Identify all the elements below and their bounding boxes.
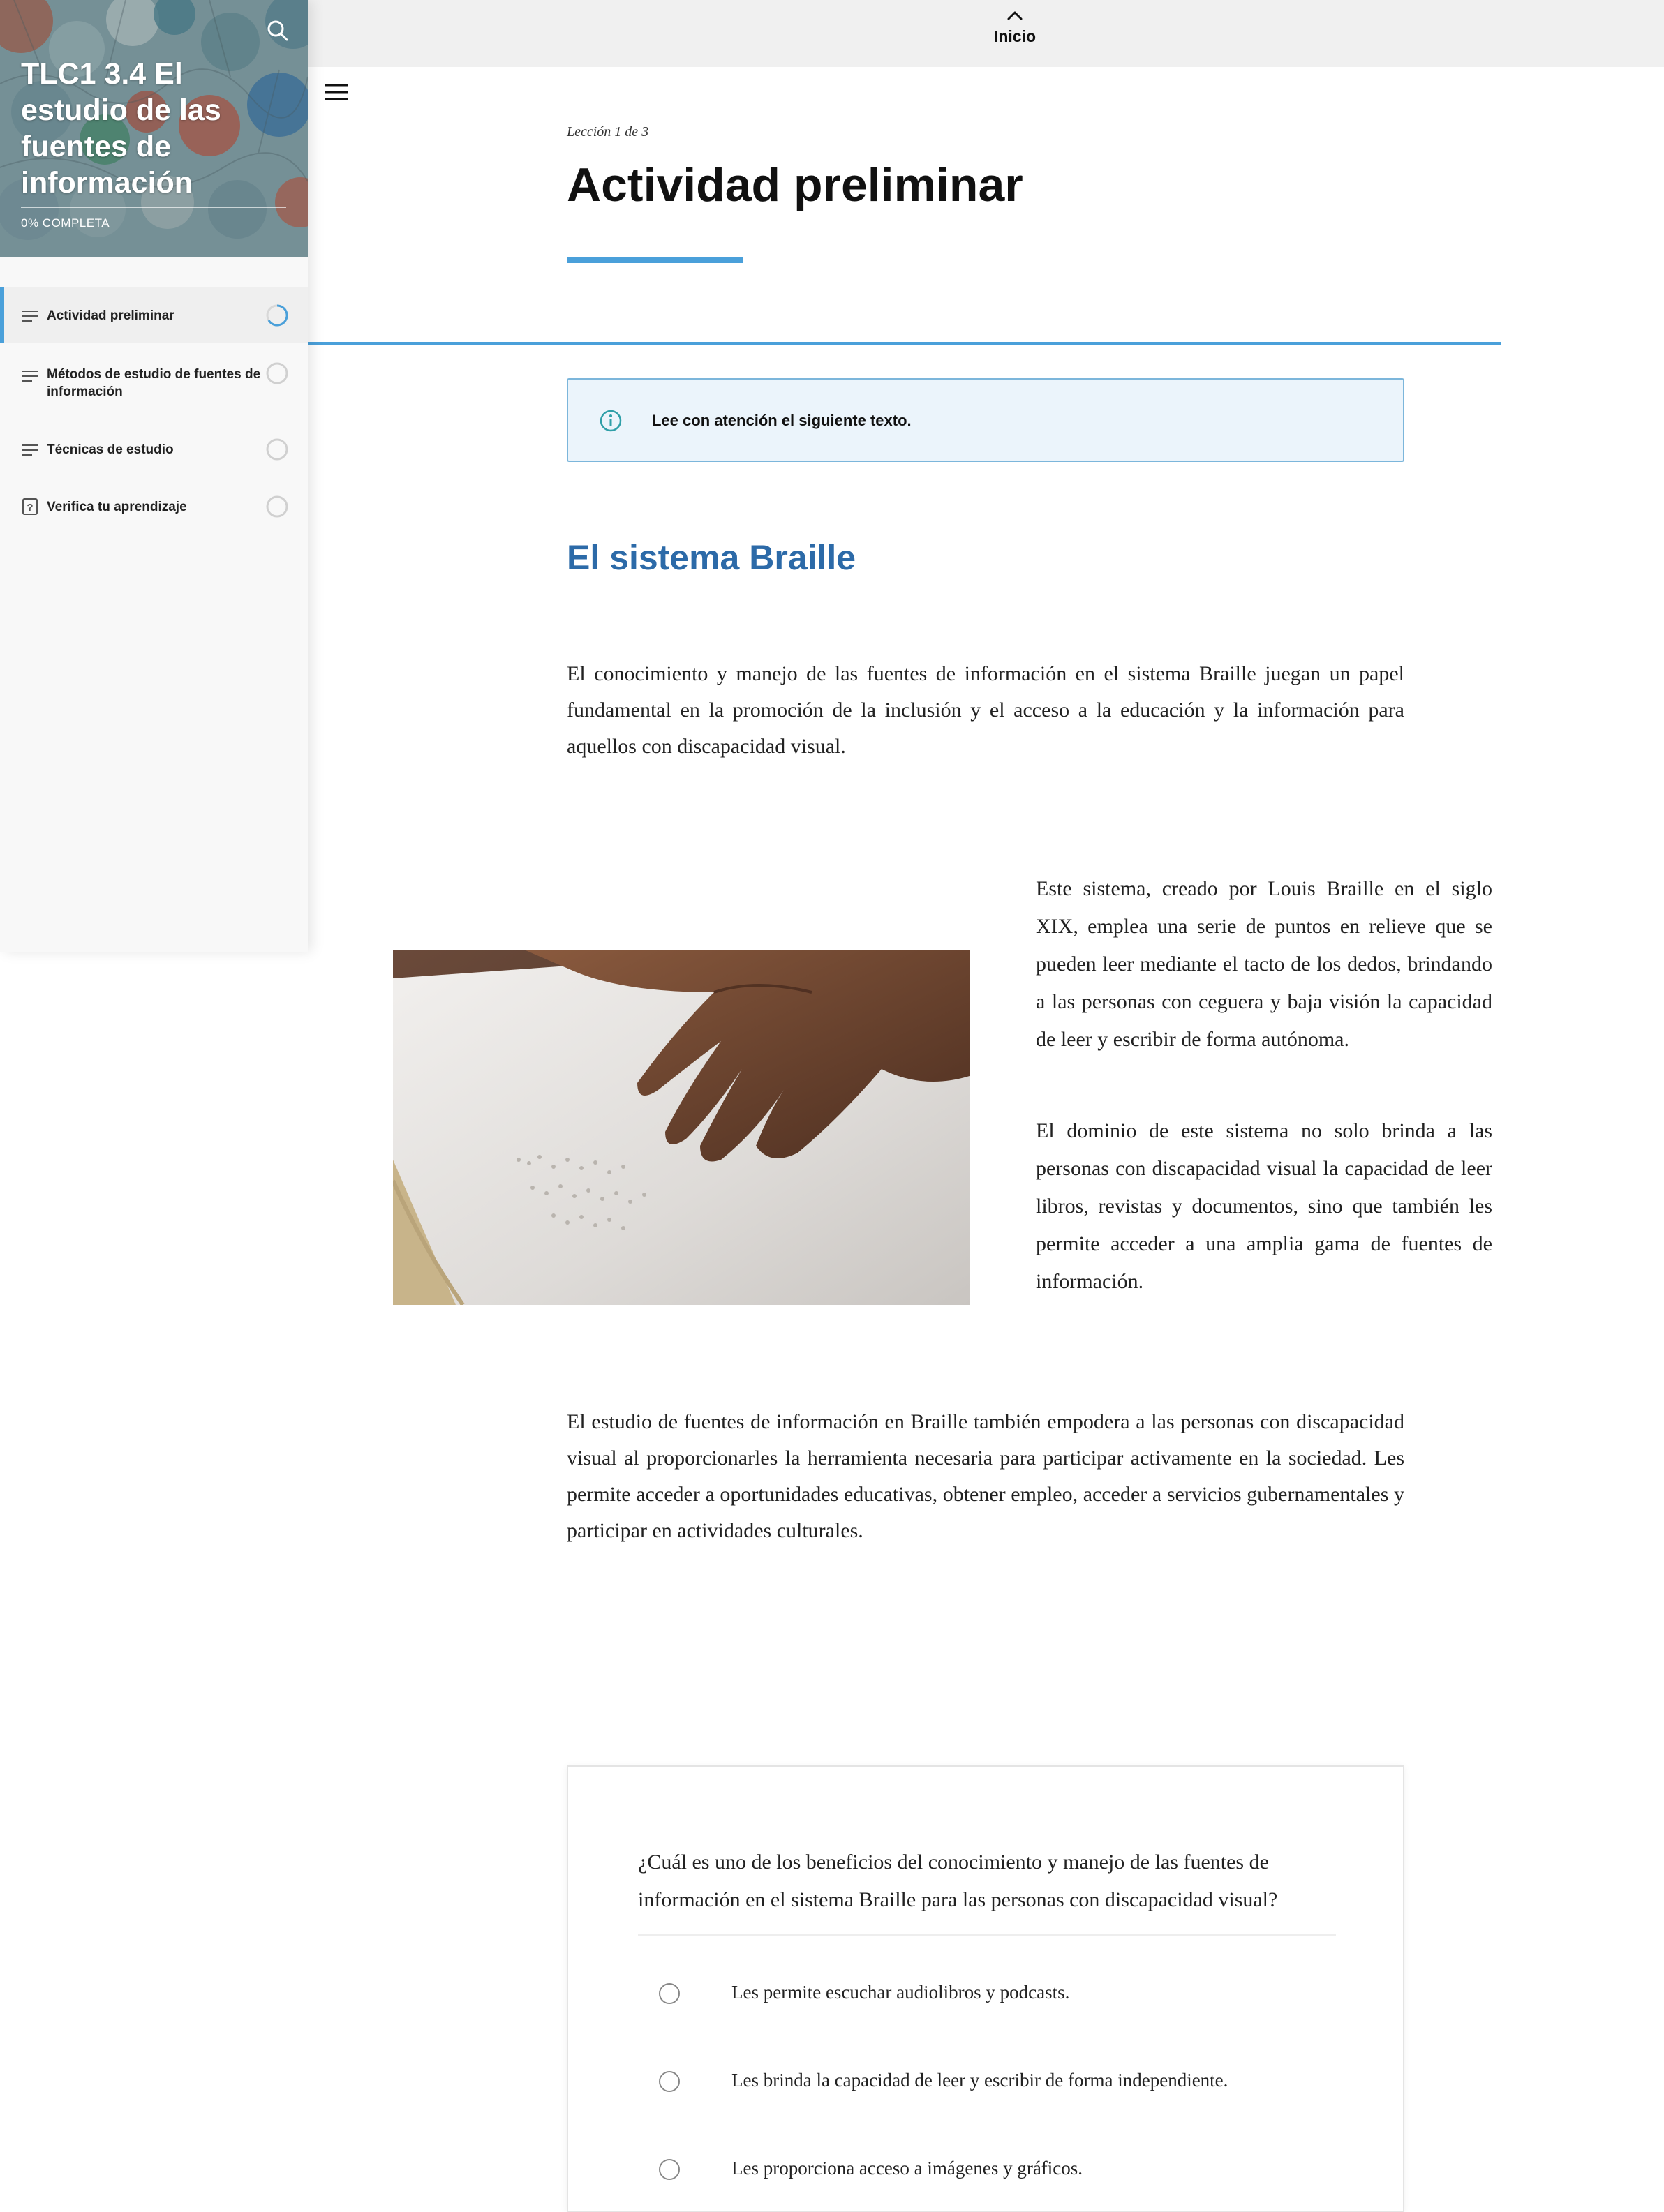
- not-started-icon: [265, 361, 289, 385]
- sidebar-item-label: Técnicas de estudio: [47, 442, 174, 457]
- course-header: [0, 0, 308, 257]
- top-bar: [308, 0, 1664, 67]
- quiz-option-label: Les brinda la capacidad de leer y escribir de forma independiente.: [731, 2070, 1228, 2091]
- home-label: Inicio: [993, 27, 1037, 45]
- sidebar-item-metodos-de-estudio[interactable]: [0, 349, 308, 405]
- lesson-title: Actividad preliminar: [567, 158, 1023, 211]
- sidebar-item-label: Verifica tu aprendizaje: [47, 500, 187, 514]
- quiz-question: ¿Cuál es uno de los beneficios del conocimiento y manejo de las fuentes de información en el sistema Braille para las personas con discapacidad visual?: [638, 1851, 1278, 1911]
- course-sidebar: [0, 0, 308, 952]
- lines-icon: [22, 444, 38, 456]
- search-icon[interactable]: [264, 17, 292, 45]
- sidebar-item-tecnicas-de-estudio[interactable]: [0, 421, 308, 477]
- radio-button[interactable]: [659, 2071, 680, 2092]
- not-started-icon: [265, 438, 289, 461]
- title-underline: [567, 257, 743, 263]
- info-callout: [567, 378, 1404, 462]
- sidebar-item-label: Métodos de estudio de fuentes de información: [47, 367, 261, 399]
- side-paragraph-2: El dominio de este sistema no solo brinda a las personas con discapacidad visual la capacidad de leer libros, revistas y documentos, sino que también les permite acceder a una amplia gama de fuentes de información.: [1036, 1119, 1492, 1293]
- course-title: TLC1 3.4 El estudio de las fuentes de información: [21, 57, 221, 200]
- quiz-icon: [22, 498, 38, 515]
- lines-icon: [22, 370, 38, 382]
- knowledge-check-card: [567, 1765, 1404, 2212]
- quiz-option[interactable]: [638, 2061, 1336, 2103]
- home-button[interactable]: [983, 10, 1046, 59]
- svg-text:?: ?: [27, 502, 34, 514]
- intro-paragraph: El conocimiento y manejo de las fuentes de información en el sistema Braille juegan un papel fundamental en la promoción de la inclusión y el acceso a la educación y la información para aquellos con discapacidad visual.: [567, 662, 1404, 758]
- progress-text: 0% COMPLETA: [21, 216, 110, 230]
- quiz-option-label: Les permite escuchar audiolibros y podcasts.: [731, 1982, 1070, 2003]
- quiz-option-label: Les proporciona acceso a imágenes y gráficos.: [731, 2158, 1083, 2179]
- side-paragraph-1: Este sistema, creado por Louis Braille en el siglo XIX, emplea una serie de puntos en relieve que se pueden leer mediante el tacto de los dedos, brindando a las personas con ceguera y baja visión la capacidad de leer y escribir de forma autónoma.: [1036, 877, 1492, 1051]
- section-heading: El sistema Braille: [567, 538, 856, 577]
- closing-paragraph: El estudio de fuentes de información en Braille también empodera a las personas con discapacidad visual al proporcionarles la herramienta necesaria para participar activamente en la sociedad. Les permite acceder a oportunidades educativas, obtener empleo, acceder a servicios gubernamentales y participar en actividades culturales.: [567, 1410, 1404, 1542]
- radio-button[interactable]: [659, 1983, 680, 2004]
- radio-button[interactable]: [659, 2159, 680, 2180]
- active-indicator: [0, 287, 4, 343]
- quiz-divider: [638, 1934, 1336, 1936]
- sidebar-item-actividad-preliminar[interactable]: [0, 287, 308, 343]
- in-progress-icon: [265, 304, 289, 327]
- header-divider: [308, 342, 1501, 345]
- sidebar-item-verifica-tu-aprendizaje[interactable]: [0, 479, 308, 535]
- lesson-counter: Lección 1 de 3: [567, 124, 649, 140]
- sidebar-item-label: Actividad preliminar: [47, 308, 174, 323]
- progress-bar: [21, 207, 286, 208]
- quiz-option[interactable]: [638, 2149, 1336, 2191]
- not-started-icon: [265, 495, 289, 518]
- braille-reading-image: [393, 950, 970, 1305]
- quiz-option[interactable]: [638, 1973, 1336, 2015]
- info-icon: [599, 409, 623, 433]
- braille-photo: [393, 950, 970, 1305]
- hamburger-menu-icon[interactable]: [322, 80, 350, 105]
- chevron-up-icon: [1006, 10, 1024, 21]
- callout-text: Lee con atención el siguiente texto.: [652, 412, 912, 429]
- lines-icon: [22, 310, 38, 322]
